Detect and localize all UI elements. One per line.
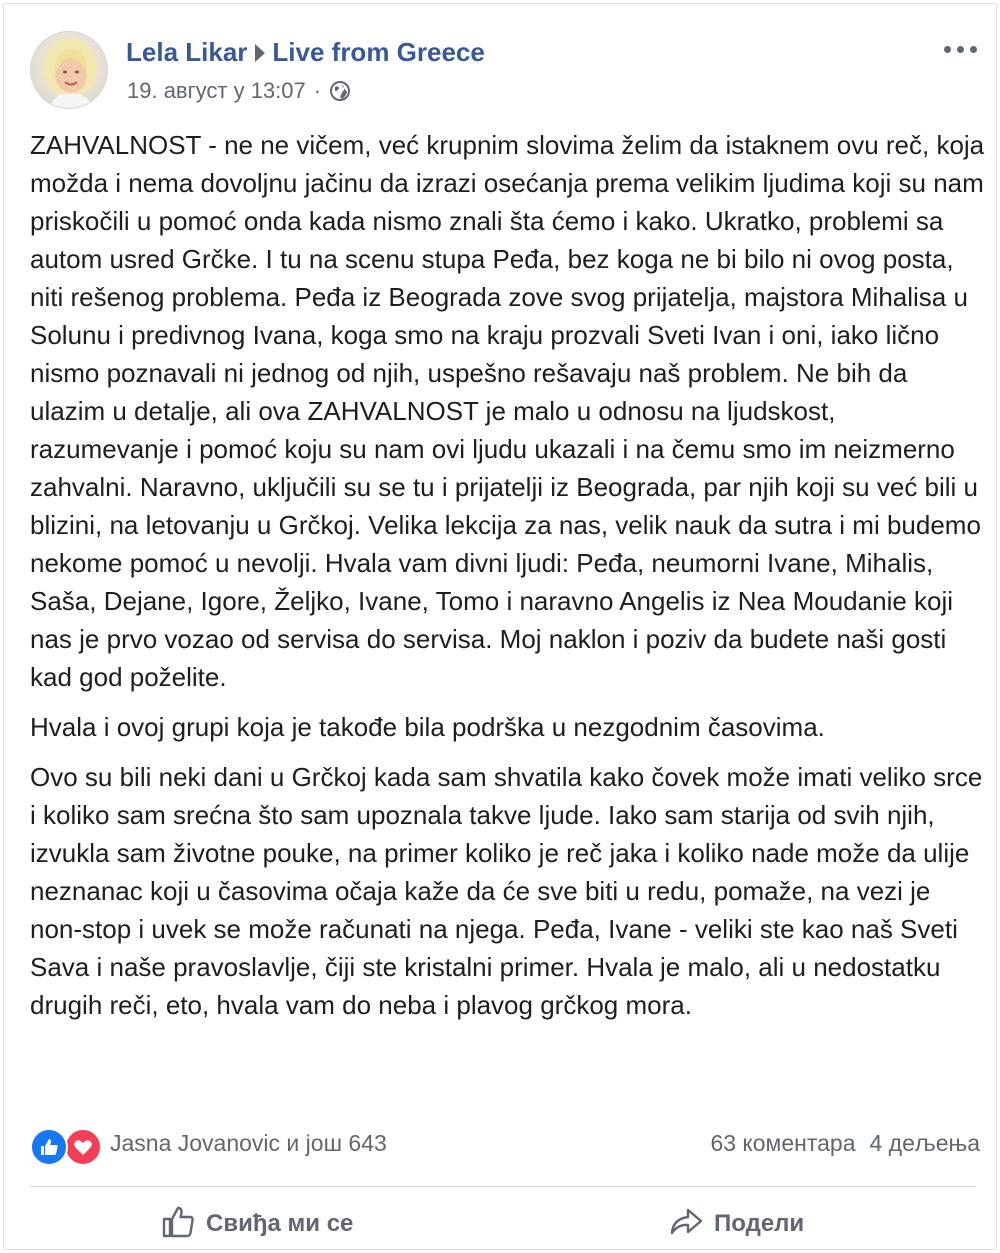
post-paragraph: Hvala i ovoj grupi koja je takođe bila podrška u nezgodnim časovima.: [30, 712, 825, 742]
like-button[interactable]: [160, 1204, 353, 1248]
more-options-icon[interactable]: [944, 37, 980, 61]
reaction-bar: [30, 1128, 980, 1164]
thumbs-up-icon: [160, 1204, 196, 1240]
globe-icon: [329, 80, 351, 102]
author-link[interactable]: Lela Likar: [126, 37, 248, 67]
avatar[interactable]: [30, 31, 108, 109]
reaction-icons[interactable]: [30, 1128, 106, 1164]
engagement-counts: [710, 1130, 980, 1157]
share-button-label: Подели: [714, 1210, 805, 1237]
like-icon: [30, 1128, 68, 1166]
love-icon: [64, 1128, 102, 1166]
like-button-label: Свиђа ми се: [206, 1210, 354, 1237]
post-meta: [127, 78, 351, 104]
group-link[interactable]: Live from Greece: [272, 37, 485, 67]
timestamp[interactable]: 19. август у 13:07: [127, 78, 306, 103]
post-title: [126, 37, 485, 68]
arrow-right-icon: [255, 44, 265, 62]
share-arrow-icon: [668, 1204, 704, 1240]
meta-separator: ·: [313, 78, 322, 103]
share-count[interactable]: 4 дељења: [869, 1130, 980, 1156]
share-button[interactable]: [668, 1204, 804, 1248]
post-header: [30, 31, 980, 111]
comment-count[interactable]: 63 коментара: [710, 1130, 856, 1156]
post-paragraph: Ovo su bili neki dani u Grčkoj kada sam shvatila kako čovek može imati veliko srce i koliko sam srećna što sam upoznala takve ljude. Iako sam starija od svih njih, izvukla sam životne pouke, na primer koliko je reč jaka i koliko nade može da ulije neznanac koji u časovima očaja kaže da će sve biti u redu, pomaže, na vezi je non-stop i uvek se može računati na njega. Peđa, Ivane - veliki ste kao naš Sveti Sava i naše pravoslavlje, čiji ste kristalni primer. Hvala je malo, ali u nedostatku drugih reči, eto, hvala vam do neba i plavog grčkog mora.: [30, 762, 983, 1020]
divider: [30, 1186, 976, 1187]
reaction-summary[interactable]: Jasna Jovanovic и још 643: [110, 1130, 387, 1156]
post-card: [3, 3, 997, 1250]
post-paragraph: ZAHVALNOST - ne ne vičem, već krupnim slovima želim da istaknem ovu reč, koja možda i nema dovoljnu jačinu da izrazi osećanja prema velikim ljudima koji su nam priskočili u pomoć onda kada nismo znali šta ćemo i kako. Ukratko, problemi sa autom usred Grčke. I tu na scenu stupa Peđa, bez koga ne bi bilo ni ovog posta, niti rešenog problema. Peđa iz Beograda zove svog prijatelja, majstora Mihalisa u Solunu i predivnog Ivana, koga smo na kraju prozvali Sveti Ivan i oni, iako lično nismo poznavali ni jednog od njih, uspešno rešavaju naš problem. Ne bih da ulazim u detalje, ali ova ZAHVALNOST je malo u odnosu na ljudskost, razumevanje i pomoć koju su nam ovi ljudu ukazali i na čemu smo im neizmerno zahvalni. Naravno, uključili su se tu i prijatelji iz Beograda, par njih koji su već bili u blizini, na letovanju u Grčkoj. Velika lekcija za nas, velik nauk da sutra i mi budemo nekome pomoć u nevolji. Hvala vam divni ljudi: Peđa, neumorni Ivane, Mihalis, Saša, Dejane, Igore, Željko, Ivane, Tomo i naravno Angelis iz Nea Moudanie koji nas je prvo vozao od servisa do servisa. Moj naklon i poziv da budete naši gosti kad god poželite.: [30, 130, 985, 692]
post-body: [30, 126, 985, 1036]
